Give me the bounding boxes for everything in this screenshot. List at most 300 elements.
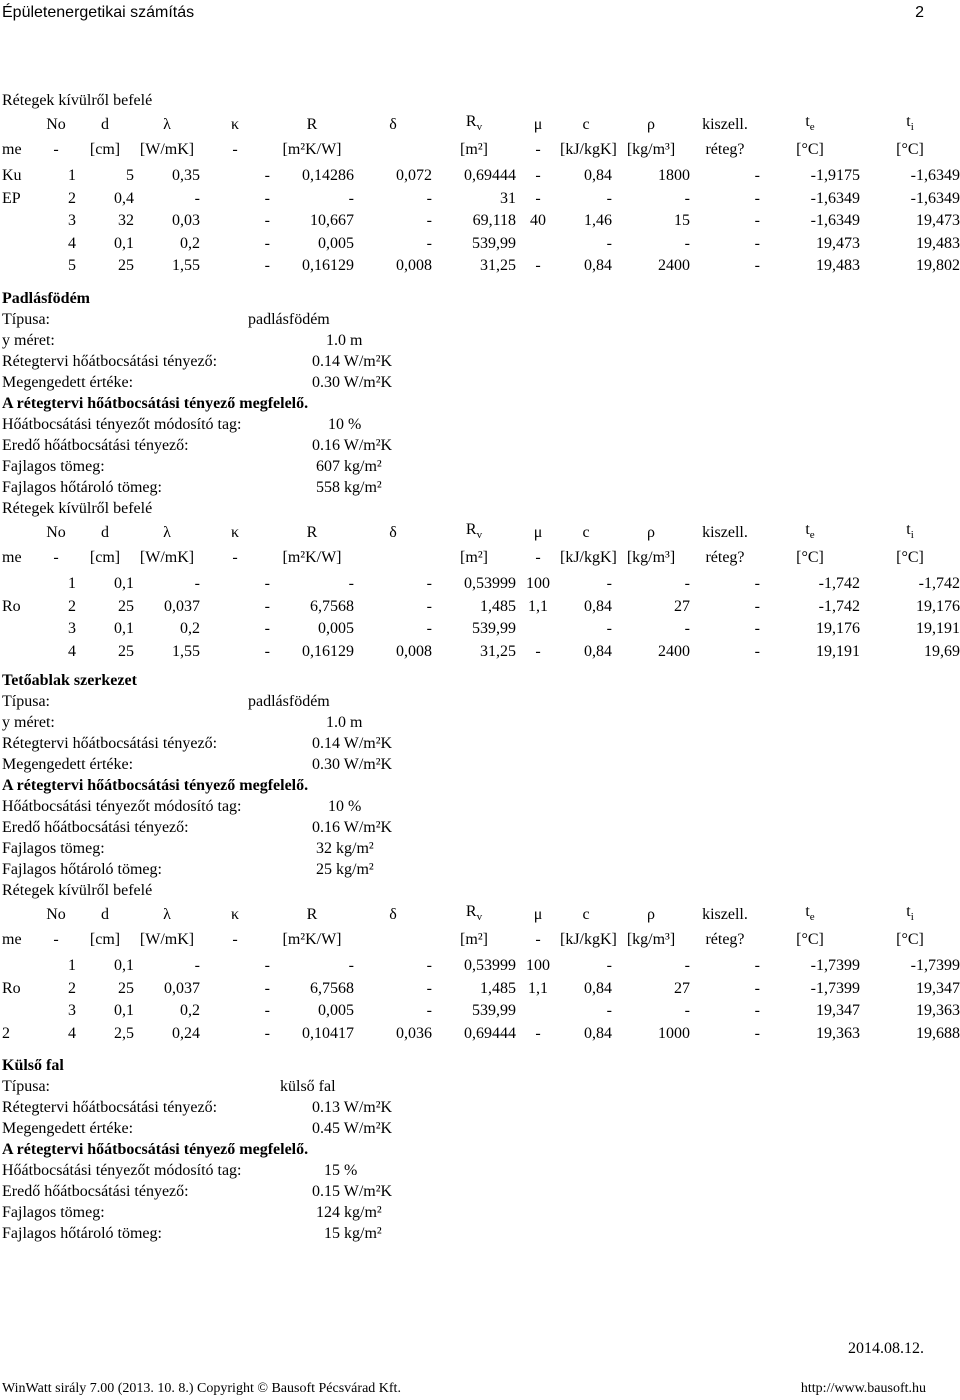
table-cell: 19,69 bbox=[924, 642, 960, 660]
table-cell: 19,802 bbox=[916, 257, 960, 275]
table-cell: 19,483 bbox=[916, 234, 960, 252]
header-cell: $t_i$ bbox=[906, 113, 914, 134]
header-unit-cell: me bbox=[2, 930, 22, 948]
layers-table bbox=[2, 111, 960, 278]
table-cell: - bbox=[264, 257, 270, 275]
table-cell: Ro bbox=[2, 979, 21, 997]
compliance-note: A rétegtervi hőátbocsátási tényező megfelelő. bbox=[2, 395, 309, 412]
kv-label: Rétegtervi hőátbocsátási tényező: bbox=[2, 353, 218, 370]
kv-label: Fajlagos hőtároló tömeg: bbox=[2, 861, 162, 878]
table-cell: Ku bbox=[2, 167, 22, 185]
header-cell: d bbox=[101, 523, 109, 541]
header-cell bbox=[2, 901, 36, 929]
header-cell: c bbox=[582, 115, 590, 133]
kv-label: y méret: bbox=[2, 714, 55, 731]
table-cell: 1800 bbox=[658, 167, 690, 185]
table-cell: 1 bbox=[68, 957, 76, 975]
table-cell: -1,6349 bbox=[910, 189, 960, 207]
kv-label: Fajlagos hőtároló tömeg: bbox=[2, 479, 162, 496]
header-unit-cell: [m²] bbox=[460, 930, 488, 948]
header-unit-cell bbox=[354, 929, 432, 952]
kv-value: 124 kg/m² bbox=[316, 1204, 382, 1221]
table-cell: 19,688 bbox=[916, 1024, 960, 1042]
table-cell: 0,1 bbox=[114, 1002, 134, 1020]
kv-label: Típusa: bbox=[2, 311, 50, 328]
table-cell: 0,2 bbox=[180, 1002, 200, 1020]
header-unit-cell: réteg? bbox=[705, 548, 745, 566]
table-cell: - bbox=[194, 957, 200, 975]
header-cell: d bbox=[101, 115, 109, 133]
table-cell: - bbox=[754, 1024, 760, 1042]
table-cell: 2 bbox=[68, 189, 76, 207]
table-cell: - bbox=[426, 234, 432, 252]
table-cell: -1,7399 bbox=[810, 957, 860, 975]
kv-hotar bbox=[2, 477, 960, 498]
kv-value: 0.13 W/m²K bbox=[312, 1099, 393, 1116]
header-row-units bbox=[2, 929, 960, 952]
table-cell: 3 bbox=[68, 1002, 76, 1020]
header-unit-cell: [W/mK] bbox=[139, 140, 195, 158]
header-unit-cell: réteg? bbox=[705, 140, 745, 158]
table-cell: - bbox=[426, 1002, 432, 1020]
header-cell: $R_v$ bbox=[465, 113, 483, 134]
header-cell: kiszell. bbox=[702, 523, 748, 541]
header-unit-cell: [m²K/W] bbox=[282, 930, 342, 948]
table-cell: - bbox=[754, 575, 760, 593]
header-unit-cell: - bbox=[232, 140, 238, 158]
table-cell: 31 bbox=[500, 189, 516, 207]
table-cell: - bbox=[754, 212, 760, 230]
kv-label: Megengedett értéke: bbox=[2, 1120, 134, 1137]
header-cell: R bbox=[306, 905, 318, 923]
table-cell: 3 bbox=[68, 620, 76, 638]
table-cell: - bbox=[535, 257, 541, 275]
table-cell: 25 bbox=[118, 257, 134, 275]
table-cell: - bbox=[264, 167, 270, 185]
table-cell: 19,191 bbox=[816, 642, 860, 660]
table-cell: 31,25 bbox=[480, 257, 516, 275]
header-cell: kiszell. bbox=[702, 115, 748, 133]
table-cell: 1,1 bbox=[528, 979, 548, 997]
header-cell: λ bbox=[163, 115, 171, 133]
table-cell: - bbox=[754, 597, 760, 615]
table-row bbox=[2, 618, 960, 641]
kv-value: 0.45 W/m²K bbox=[312, 1120, 393, 1137]
layers-title: Rétegek kívülről befelé bbox=[2, 500, 153, 517]
table-cell: 25 bbox=[118, 597, 134, 615]
header-cell: $t_e$ bbox=[805, 903, 815, 924]
table-cell: - bbox=[264, 189, 270, 207]
header-cell: $t_i$ bbox=[906, 521, 914, 542]
kv-value: 0.30 W/m²K bbox=[312, 374, 393, 391]
table-cell: - bbox=[264, 957, 270, 975]
table-cell: - bbox=[535, 1024, 541, 1042]
header-unit-cell: [°C] bbox=[896, 548, 924, 566]
table-cell: 0,24 bbox=[172, 1024, 200, 1042]
table-cell: - bbox=[606, 957, 612, 975]
table-cell: 0,1 bbox=[114, 234, 134, 252]
compliance-note: A rétegtervi hőátbocsátási tényező megfelelő. bbox=[2, 1141, 309, 1158]
section-heading: Külső fal bbox=[2, 1057, 64, 1074]
table-cell: - bbox=[194, 575, 200, 593]
table-cell: 27 bbox=[674, 979, 690, 997]
table-cell: -1,742 bbox=[918, 575, 960, 593]
table-cell: - bbox=[348, 189, 354, 207]
kv-value: 0.16 W/m²K bbox=[312, 437, 393, 454]
header-unit-cell: [cm] bbox=[89, 930, 121, 948]
table-cell: - bbox=[426, 957, 432, 975]
layers-block-0 bbox=[2, 90, 960, 278]
table-cell: 5 bbox=[126, 167, 134, 185]
table-cell: 0,2 bbox=[180, 234, 200, 252]
kv-mod bbox=[2, 1160, 960, 1181]
header-unit-cell bbox=[354, 139, 432, 162]
header-unit-cell: - bbox=[535, 140, 541, 158]
table-cell: 0,037 bbox=[164, 979, 200, 997]
section-tetoablak bbox=[2, 670, 960, 1045]
table-cell: 0,005 bbox=[318, 620, 354, 638]
kv-value: 32 kg/m² bbox=[316, 840, 374, 857]
table-cell: 0,03 bbox=[172, 212, 200, 230]
table-cell: - bbox=[264, 642, 270, 660]
table-cell: 2 bbox=[68, 597, 76, 615]
header-cell: δ bbox=[389, 523, 397, 541]
table-cell: - bbox=[606, 1002, 612, 1020]
table-cell: -1,742 bbox=[818, 575, 860, 593]
kv-tipusa bbox=[2, 309, 960, 330]
table-cell: -1,6349 bbox=[910, 167, 960, 185]
kv-label: Hőátbocsátási tényezőt módosító tag: bbox=[2, 798, 242, 815]
header-unit-cell: [m²] bbox=[460, 140, 488, 158]
table-cell: - bbox=[754, 642, 760, 660]
kv-tipusa bbox=[2, 691, 960, 712]
table-cell: 4 bbox=[68, 1024, 76, 1042]
table-cell: 25 bbox=[118, 642, 134, 660]
table-cell: -1,742 bbox=[818, 597, 860, 615]
kv-label: Rétegtervi hőátbocsátási tényező: bbox=[2, 1099, 218, 1116]
table-cell: - bbox=[754, 257, 760, 275]
table-cell: - bbox=[426, 189, 432, 207]
header-unit-cell: - bbox=[53, 140, 59, 158]
kv-u bbox=[2, 351, 960, 372]
table-cell: 6,7568 bbox=[310, 597, 354, 615]
table-cell: 0,53999 bbox=[464, 575, 516, 593]
header-unit-cell: - bbox=[232, 548, 238, 566]
kv-value: külső fal bbox=[280, 1078, 336, 1095]
section-heading: Padlásfödém bbox=[2, 290, 90, 307]
table-cell: - bbox=[348, 575, 354, 593]
table-cell: 0,16129 bbox=[302, 257, 354, 275]
header-cell: κ bbox=[230, 523, 240, 541]
table-cell: 2 bbox=[2, 1024, 10, 1042]
table-cell: 539,99 bbox=[472, 620, 516, 638]
layers-table bbox=[2, 901, 960, 1045]
header-unit-cell: [kg/m³] bbox=[626, 930, 676, 948]
table-cell: 0,036 bbox=[396, 1024, 432, 1042]
kv-value: 25 kg/m² bbox=[316, 861, 374, 878]
table-cell: 40 bbox=[530, 212, 546, 230]
header-cell: ρ bbox=[647, 115, 655, 133]
table-cell: - bbox=[426, 979, 432, 997]
header-row-symbols bbox=[2, 519, 960, 547]
kv-mod bbox=[2, 796, 960, 817]
footer-url[interactable]: http://www.bausoft.hu bbox=[800, 1381, 926, 1396]
table-row bbox=[2, 1023, 960, 1046]
table-cell: - bbox=[606, 620, 612, 638]
header-row-symbols bbox=[2, 901, 960, 929]
kv-value: 607 kg/m² bbox=[316, 458, 382, 475]
table-cell: 4 bbox=[68, 234, 76, 252]
header-row-units bbox=[2, 547, 960, 570]
header-unit-cell: [°C] bbox=[796, 140, 824, 158]
table-cell: - bbox=[535, 167, 541, 185]
table-cell: - bbox=[606, 575, 612, 593]
header-cell: $t_i$ bbox=[906, 903, 914, 924]
kv-label: Rétegtervi hőátbocsátási tényező: bbox=[2, 735, 218, 752]
kv-label: Megengedett értéke: bbox=[2, 756, 134, 773]
kv-label: Megengedett értéke: bbox=[2, 374, 134, 391]
table-cell: 0,037 bbox=[164, 597, 200, 615]
table-cell: 0,2 bbox=[180, 620, 200, 638]
table-cell: 0,072 bbox=[396, 167, 432, 185]
table-cell: - bbox=[348, 957, 354, 975]
table-cell: 0,69444 bbox=[464, 167, 516, 185]
kv-value: 0.30 W/m²K bbox=[312, 756, 393, 773]
kv-label: Fajlagos tömeg: bbox=[2, 1204, 105, 1221]
table-cell bbox=[2, 641, 36, 664]
kv-label: Fajlagos tömeg: bbox=[2, 458, 105, 475]
table-cell: 0,69444 bbox=[464, 1024, 516, 1042]
kv-label: Típusa: bbox=[2, 693, 50, 710]
kv-value: 1.0 m bbox=[326, 714, 363, 731]
table-cell: - bbox=[754, 234, 760, 252]
table-cell: - bbox=[754, 1002, 760, 1020]
header-unit-cell: - bbox=[535, 548, 541, 566]
table-cell: 0,1 bbox=[114, 575, 134, 593]
table-cell: - bbox=[606, 189, 612, 207]
header-cell: No bbox=[46, 905, 66, 923]
kv-value: 0.16 W/m²K bbox=[312, 819, 393, 836]
kv-value: 10 % bbox=[328, 798, 362, 815]
table-cell: - bbox=[426, 575, 432, 593]
header-unit-cell: [m²] bbox=[460, 548, 488, 566]
table-row bbox=[2, 188, 960, 211]
table-cell: - bbox=[754, 189, 760, 207]
table-cell: 19,191 bbox=[916, 620, 960, 638]
layers-title: Rétegek kívülről befelé bbox=[2, 92, 153, 109]
table-cell bbox=[516, 1000, 560, 1023]
header-cell: μ bbox=[533, 115, 543, 133]
kv-label: Fajlagos tömeg: bbox=[2, 840, 105, 857]
header-cell: κ bbox=[230, 115, 240, 133]
kv-label: Típusa: bbox=[2, 1078, 50, 1095]
document-title: Épületenergetikai számítás bbox=[2, 4, 195, 21]
kv-u bbox=[2, 733, 960, 754]
header-unit-cell: [kJ/kgK] bbox=[560, 140, 617, 158]
header-unit-cell: [m²K/W] bbox=[282, 548, 342, 566]
table-cell: 0,84 bbox=[584, 979, 612, 997]
table-cell: - bbox=[264, 1024, 270, 1042]
table-cell bbox=[516, 233, 560, 256]
compliance-note: A rétegtervi hőátbocsátási tényező megfelelő. bbox=[2, 777, 309, 794]
kv-umax bbox=[2, 372, 960, 393]
header-cell: λ bbox=[163, 523, 171, 541]
header-cell: d bbox=[101, 905, 109, 923]
table-cell: 1,485 bbox=[480, 597, 516, 615]
kv-ered bbox=[2, 1181, 960, 1202]
table-cell: 1000 bbox=[658, 1024, 690, 1042]
table-cell: 0,005 bbox=[318, 1002, 354, 1020]
kv-value: 1.0 m bbox=[326, 332, 363, 349]
table-cell bbox=[2, 233, 36, 256]
table-row bbox=[2, 210, 960, 233]
table-cell: 19,176 bbox=[916, 597, 960, 615]
table-cell: -1,9175 bbox=[810, 167, 860, 185]
header-unit-cell: - bbox=[232, 930, 238, 948]
header-cell: R bbox=[306, 523, 318, 541]
header-cell: μ bbox=[533, 905, 543, 923]
table-cell: - bbox=[426, 597, 432, 615]
table-cell: 0,16129 bbox=[302, 642, 354, 660]
kv-label: y méret: bbox=[2, 332, 55, 349]
kv-umax bbox=[2, 754, 960, 775]
kv-ered bbox=[2, 817, 960, 838]
header-unit-cell: [kg/m³] bbox=[626, 140, 676, 158]
table-row bbox=[2, 978, 960, 1001]
table-cell: - bbox=[754, 167, 760, 185]
table-cell: - bbox=[264, 597, 270, 615]
kv-u bbox=[2, 1097, 960, 1118]
table-cell: 19,347 bbox=[916, 979, 960, 997]
table-cell: 0,53999 bbox=[464, 957, 516, 975]
header-cell: κ bbox=[230, 905, 240, 923]
table-cell: 1,1 bbox=[528, 597, 548, 615]
header-row-symbols bbox=[2, 111, 960, 139]
header-unit-cell: [kJ/kgK] bbox=[560, 548, 617, 566]
table-cell: 539,99 bbox=[472, 234, 516, 252]
table-cell bbox=[2, 573, 36, 596]
table-cell: - bbox=[264, 234, 270, 252]
kv-tipusa bbox=[2, 1076, 960, 1097]
header-cell: No bbox=[46, 115, 66, 133]
table-cell: 0,35 bbox=[172, 167, 200, 185]
table-cell: 0,4 bbox=[114, 189, 134, 207]
kv-label: Eredő hőátbocsátási tényező: bbox=[2, 437, 189, 454]
kv-umax bbox=[2, 1118, 960, 1139]
table-cell: 25 bbox=[118, 979, 134, 997]
table-cell: - bbox=[264, 575, 270, 593]
header-unit-cell: [cm] bbox=[89, 548, 121, 566]
header-unit-cell: réteg? bbox=[705, 930, 745, 948]
table-cell: 1,485 bbox=[480, 979, 516, 997]
table-cell: 0,008 bbox=[396, 257, 432, 275]
table-cell: 1,55 bbox=[172, 257, 200, 275]
table-cell: 2400 bbox=[658, 642, 690, 660]
table-cell: 19,363 bbox=[916, 1002, 960, 1020]
kv-value: 15 % bbox=[324, 1162, 358, 1179]
kv-label: Hőátbocsátási tényezőt módosító tag: bbox=[2, 1162, 242, 1179]
table-cell bbox=[2, 1000, 36, 1023]
table-cell: 0,14286 bbox=[302, 167, 354, 185]
table-cell: 69,118 bbox=[472, 212, 516, 230]
header-unit-cell: [°C] bbox=[796, 930, 824, 948]
table-cell: - bbox=[264, 1002, 270, 1020]
table-cell: 0,005 bbox=[318, 234, 354, 252]
table-cell: 4 bbox=[68, 642, 76, 660]
table-cell: 100 bbox=[526, 575, 550, 593]
table-cell: 27 bbox=[674, 597, 690, 615]
table-cell: 0,1 bbox=[114, 957, 134, 975]
header-unit-cell: - bbox=[53, 548, 59, 566]
kv-value: padlásfödém bbox=[248, 693, 330, 710]
table-cell: 19,473 bbox=[916, 212, 960, 230]
header-unit-cell: [W/mK] bbox=[139, 930, 195, 948]
kv-value: padlásfödém bbox=[248, 311, 330, 328]
table-cell: 31,25 bbox=[480, 642, 516, 660]
table-cell: 1 bbox=[68, 167, 76, 185]
table-cell: - bbox=[684, 189, 690, 207]
kv-value: 558 kg/m² bbox=[316, 479, 382, 496]
section-kulso-fal bbox=[2, 1055, 960, 1244]
table-cell: - bbox=[535, 642, 541, 660]
kv-ymeret bbox=[2, 712, 960, 733]
table-cell: - bbox=[754, 979, 760, 997]
header-unit-cell: [°C] bbox=[896, 140, 924, 158]
table-cell: - bbox=[684, 575, 690, 593]
table-row bbox=[2, 573, 960, 596]
header-unit-cell: - bbox=[53, 930, 59, 948]
table-cell: 5 bbox=[68, 257, 76, 275]
header-unit-cell: me bbox=[2, 548, 22, 566]
kv-label: Fajlagos hőtároló tömeg: bbox=[2, 1225, 162, 1242]
kv-value: 15 kg/m² bbox=[324, 1225, 382, 1242]
header-unit-cell: [cm] bbox=[89, 140, 121, 158]
header-cell: δ bbox=[389, 115, 397, 133]
table-cell: 19,176 bbox=[816, 620, 860, 638]
kv-label: Eredő hőátbocsátási tényező: bbox=[2, 1183, 189, 1200]
table-cell: - bbox=[264, 979, 270, 997]
table-cell: - bbox=[426, 620, 432, 638]
table-cell: 32 bbox=[118, 212, 134, 230]
table-cell bbox=[2, 955, 36, 978]
table-cell: - bbox=[684, 1002, 690, 1020]
kv-mod bbox=[2, 414, 960, 435]
table-row bbox=[2, 165, 960, 188]
header-unit-cell: [W/mK] bbox=[139, 548, 195, 566]
table-row bbox=[2, 641, 960, 664]
table-cell: EP bbox=[2, 189, 21, 207]
table-cell: - bbox=[535, 189, 541, 207]
table-cell: - bbox=[684, 620, 690, 638]
table-cell: -1,7399 bbox=[910, 957, 960, 975]
table-cell: 10,667 bbox=[310, 212, 354, 230]
header-cell: kiszell. bbox=[702, 905, 748, 923]
header-cell: c bbox=[582, 523, 590, 541]
table-cell bbox=[516, 618, 560, 641]
table-row bbox=[2, 255, 960, 278]
kv-tomeg bbox=[2, 456, 960, 477]
table-cell: 19,363 bbox=[816, 1024, 860, 1042]
table-cell: 19,473 bbox=[816, 234, 860, 252]
header-unit-cell: - bbox=[535, 930, 541, 948]
kv-value: 0.14 W/m²K bbox=[312, 735, 393, 752]
table-cell: 6,7568 bbox=[310, 979, 354, 997]
kv-value: 0.14 W/m²K bbox=[312, 353, 393, 370]
table-cell: 15 bbox=[674, 212, 690, 230]
footer-copyright: WinWatt sirály 7.00 (2013. 10. 8.) Copyright © Bausoft Pécsvárad Kft. bbox=[2, 1381, 401, 1396]
header-cell: μ bbox=[533, 523, 543, 541]
table-cell bbox=[2, 618, 36, 641]
